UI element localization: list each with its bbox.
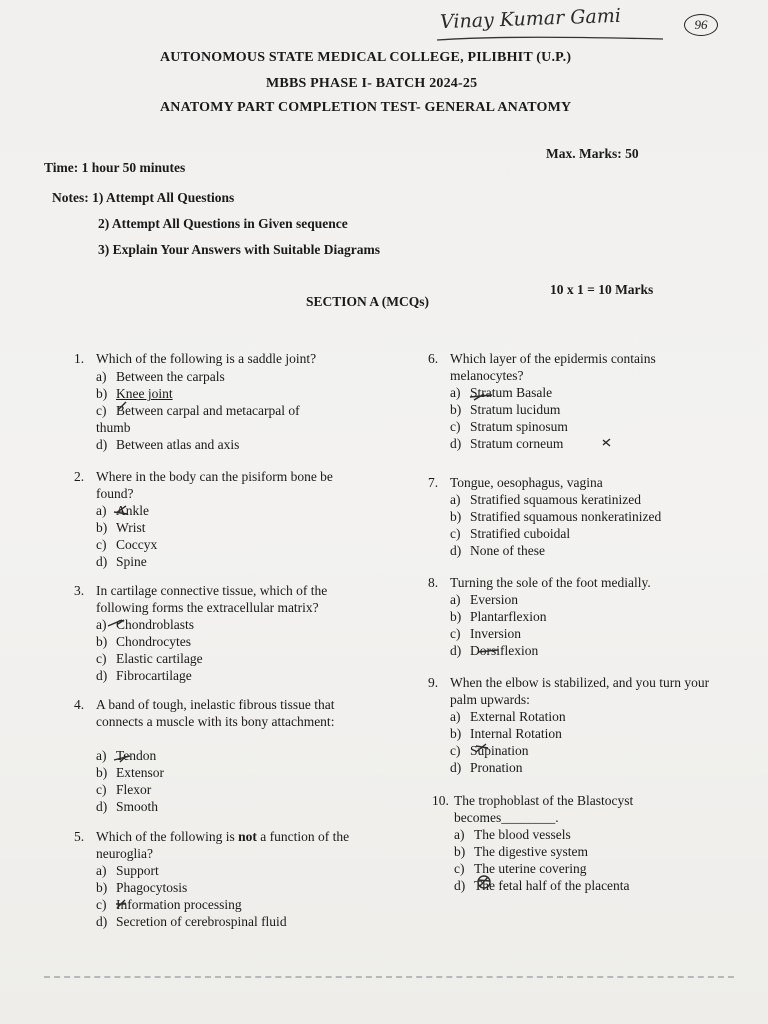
test-title: ANATOMY PART COMPLETION TEST- GENERAL ANATOMY — [160, 100, 572, 115]
option-a: a) Between the carpals — [96, 369, 225, 384]
question-number: 2. — [74, 469, 85, 484]
pen-mark-q2 — [114, 506, 128, 514]
option-a: a) Ankle — [96, 503, 149, 518]
option-d: d) Pronation — [450, 760, 523, 775]
question-number: 1. — [74, 351, 85, 366]
option-c: c) Stratum spinosum — [450, 419, 568, 434]
option-c: c) Coccyx — [96, 537, 158, 552]
question-number: 5. — [74, 829, 85, 844]
note-1: Notes: 1) Attempt All Questions — [52, 190, 235, 205]
option-a: a) Stratum Basale — [450, 385, 553, 400]
option-b: b) Extensor — [96, 765, 164, 780]
score-circle: 96 — [684, 14, 718, 36]
option-c: c) Elastic cartilage — [96, 651, 203, 666]
option-b: b) Phagocytosis — [96, 880, 188, 895]
note-3: 3) Explain Your Answers with Suitable Diagrams — [98, 242, 381, 257]
time-label: Time: 1 hour 50 minutes — [44, 160, 186, 175]
option-b: b) Stratum lucidum — [450, 402, 561, 417]
pen-mark-q3 — [108, 620, 124, 626]
option-d: d) Secretion of cerebrospinal fluid — [96, 914, 287, 929]
option-d: d) Smooth — [96, 799, 159, 814]
question-stem: The trophoblast of the Blastocyst becomes________. — [454, 793, 634, 825]
question-number: 4. — [74, 697, 85, 712]
option-c: c) Information processing — [96, 897, 242, 912]
option-b: b) Plantarflexion — [450, 609, 547, 624]
note-2: 2) Attempt All Questions in Given sequence — [98, 216, 348, 231]
question-stem: Which of the following is not a function of the neuroglia? — [96, 829, 350, 861]
option-d: d) The fetal half of the placenta — [454, 878, 630, 893]
option-a: a) The blood vessels — [454, 827, 571, 842]
option-c: c) Between carpal and metacarpal of thumb — [96, 403, 300, 435]
pen-mark-q1 — [118, 402, 126, 410]
option-a: a) Stratified squamous keratinized — [450, 492, 641, 507]
batch-title: MBBS PHASE I- BATCH 2024-25 — [266, 76, 478, 91]
option-d: d) Fibrocartilage — [96, 668, 192, 683]
max-marks-label: Max. Marks: 50 — [546, 146, 639, 161]
option-d: d) Between atlas and axis — [96, 437, 240, 452]
question-number: 8. — [428, 575, 439, 590]
option-b: b) Internal Rotation — [450, 726, 562, 741]
pen-mark-q8 — [478, 650, 498, 652]
option-c: c) The uterine covering — [454, 861, 587, 876]
question-number: 7. — [428, 475, 439, 490]
handwritten-signature: Vinay Kumar Gami — [439, 4, 622, 34]
pen-mark-q6 — [470, 394, 492, 400]
section-marks: 10 x 1 = 10 Marks — [550, 282, 654, 297]
pen-mark-q4 — [114, 756, 130, 762]
option-a: a) Chondroblasts — [96, 617, 195, 632]
question-number: 3. — [74, 583, 85, 598]
pen-mark-q6-cross — [603, 439, 610, 446]
option-d: d) None of these — [450, 543, 545, 558]
option-d: d) Spine — [96, 554, 147, 569]
question-stem: Where in the body can the pisiform bone be found? — [96, 469, 333, 501]
question-number: 6. — [428, 351, 439, 366]
pen-mark-q5 — [116, 900, 126, 908]
footer-divider — [44, 976, 734, 978]
option-b: b) Knee joint — [96, 386, 173, 401]
question-stem: Turning the sole of the foot medially. — [450, 575, 651, 590]
question-stem: When the elbow is stabilized, and you turn your palm upwards: — [450, 675, 710, 707]
section-title: SECTION A (MCQs) — [306, 294, 430, 309]
option-c: c) Supination — [450, 743, 529, 758]
option-a: a) Eversion — [450, 592, 518, 607]
pen-mark-q9 — [476, 744, 488, 752]
option-b: b) Stratified squamous nonkeratinized — [450, 509, 662, 524]
option-c: c) Inversion — [450, 626, 521, 641]
option-b: b) The digestive system — [454, 844, 588, 859]
option-b: b) Chondrocytes — [96, 634, 191, 649]
option-a: a) Support — [96, 863, 159, 878]
question-stem: A band of tough, inelastic fibrous tissue that connects a muscle with its bony attachment: — [96, 697, 335, 729]
option-c: c) Flexor — [96, 782, 152, 797]
option-a: a) Tendon — [96, 748, 157, 763]
question-stem: In cartilage connective tissue, which of the following forms the extracellular matrix? — [96, 583, 328, 615]
question-stem: Which of the following is a saddle joint? — [96, 351, 317, 366]
question-stem: Tongue, oesophagus, vagina — [450, 475, 603, 490]
question-stem: Which layer of the epidermis contains melanocytes? — [450, 351, 656, 383]
option-c: c) Stratified cuboidal — [450, 526, 571, 541]
option-b: b) Wrist — [96, 520, 146, 535]
college-title: AUTONOMOUS STATE MEDICAL COLLEGE, PILIBHIT (U.P.) — [160, 50, 572, 65]
question-number: 9. — [428, 675, 439, 690]
option-d: d) Dorsiflexion — [450, 643, 539, 658]
option-a: a) External Rotation — [450, 709, 566, 724]
question-number: 10. — [432, 793, 449, 808]
option-d: d) Stratum corneum — [450, 436, 564, 451]
